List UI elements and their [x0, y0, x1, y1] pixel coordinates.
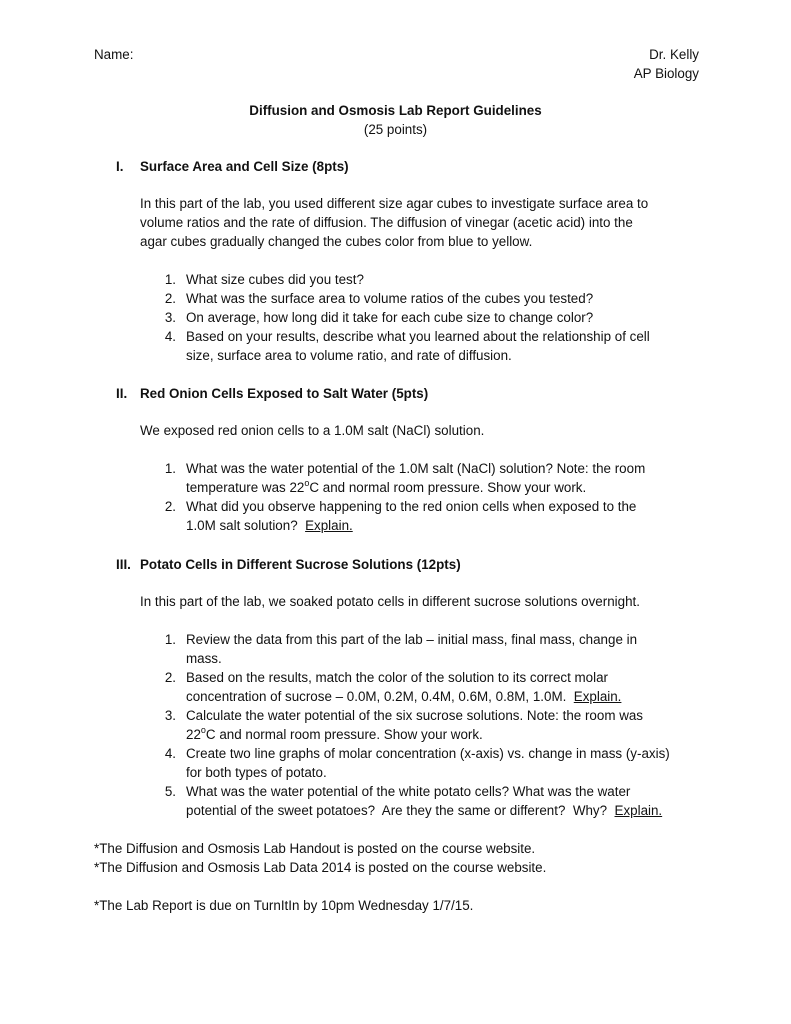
- section3-item4-text-line2: for both types of potato.: [186, 765, 327, 780]
- document-title: Diffusion and Osmosis Lab Report Guidelines: [249, 103, 542, 118]
- document-points: (25 points): [363, 122, 428, 137]
- section3-item2-text-line2: concentration of sucrose – 0.0M, 0.2M, 0.4M, 0.6M, 0.8M, 1.0M. Explain.: [186, 689, 622, 704]
- section1-numeral: I.: [116, 159, 124, 174]
- teacher-name: Dr. Kelly: [649, 47, 699, 62]
- section3-item4-number: 4.: [164, 746, 176, 761]
- section2-item2-text-line1: What did you observe happening to the red onion cells when exposed to the: [186, 499, 637, 514]
- name-label: Name:: [94, 47, 134, 62]
- section3-item5-text-line2: potential of the sweet potatoes? Are they the same or different? Why? Explain.: [186, 803, 663, 818]
- section2-item2-number: 2.: [164, 499, 176, 514]
- explain-underlined: Explain.: [573, 689, 622, 704]
- section1-intro-line1: In this part of the lab, you used different size agar cubes to investigate surface area to: [140, 196, 649, 211]
- section1-item4-number: 4.: [164, 329, 176, 344]
- section2-intro: We exposed red onion cells to a 1.0M salt (NaCl) solution.: [140, 423, 485, 438]
- section1-heading: Surface Area and Cell Size (8pts): [140, 159, 349, 174]
- section3-numeral: III.: [116, 557, 131, 572]
- explain-underlined: Explain.: [305, 518, 353, 533]
- section3-item3-text-line2: 22$^o$C and normal room pressure. Show your work.: [186, 725, 483, 742]
- section2-item2-text-line2: 1.0M salt solution? Explain.: [186, 518, 353, 533]
- section3-intro: In this part of the lab, we soaked potato cells in different sucrose solutions overnight.: [140, 594, 640, 609]
- section1-intro-line3: agar cubes gradually changed the cubes color from blue to yellow.: [140, 234, 533, 249]
- section3-item4-text-line1: Create two line graphs of molar concentration (x-axis) vs. change in mass (y-axis): [186, 746, 670, 761]
- section3-item5-number: 5.: [164, 784, 176, 799]
- section3-item1-text-line2: mass.: [186, 651, 222, 666]
- section2-item1-number: 1.: [164, 461, 176, 476]
- section2-item1-text-line2: temperature was 22$^o$C and normal room pressure. Show your work.: [186, 478, 587, 495]
- section3-item2-text-line1: Based on the results, match the color of the solution to its correct molar: [186, 670, 609, 685]
- section1-item4-text-line1: Based on your results, describe what you learned about the relationship of cell: [186, 329, 650, 344]
- explain-underlined: Explain.: [614, 803, 663, 818]
- section1-item2-number: 2.: [164, 291, 176, 306]
- section1-item1-number: 1.: [164, 272, 176, 287]
- section2-heading: Red Onion Cells Exposed to Salt Water (5pts): [140, 386, 429, 401]
- section1-item3-text: On average, how long did it take for each cube size to change color?: [186, 310, 594, 325]
- note-handout: *The Diffusion and Osmosis Lab Handout is posted on the course website.: [94, 841, 536, 856]
- section3-heading: Potato Cells in Different Sucrose Solutions (12pts): [140, 557, 461, 572]
- section2-item1-text-line1: What was the water potential of the 1.0M salt (NaCl) solution? Note: the room: [186, 461, 646, 476]
- course-name: AP Biology: [633, 66, 699, 81]
- note-due-date: *The Lab Report is due on TurnItIn by 10pm Wednesday 1/7/15.: [94, 898, 474, 913]
- section2-numeral: II.: [116, 386, 128, 401]
- note-data: *The Diffusion and Osmosis Lab Data 2014 is posted on the course website.: [94, 860, 547, 875]
- section1-item2-text: What was the surface area to volume ratios of the cubes you tested?: [186, 291, 594, 306]
- section3-item3-number: 3.: [164, 708, 176, 723]
- section3-item1-text-line1: Review the data from this part of the lab – initial mass, final mass, change in: [186, 632, 638, 647]
- section3-item1-number: 1.: [164, 632, 176, 647]
- section3-item3-text-line1: Calculate the water potential of the six sucrose solutions. Note: the room was: [186, 708, 644, 723]
- section3-item2-number: 2.: [164, 670, 176, 685]
- section3-item5-text-line1: What was the water potential of the white potato cells? What was the water: [186, 784, 631, 799]
- section1-intro-line2: volume ratios and the rate of diffusion. The diffusion of vinegar (acetic acid) into the: [140, 215, 633, 230]
- section1-item4-text-line2: size, surface area to volume ratio, and rate of diffusion.: [186, 348, 512, 363]
- section1-item1-text: What size cubes did you test?: [186, 272, 364, 287]
- section1-item3-number: 3.: [164, 310, 176, 325]
